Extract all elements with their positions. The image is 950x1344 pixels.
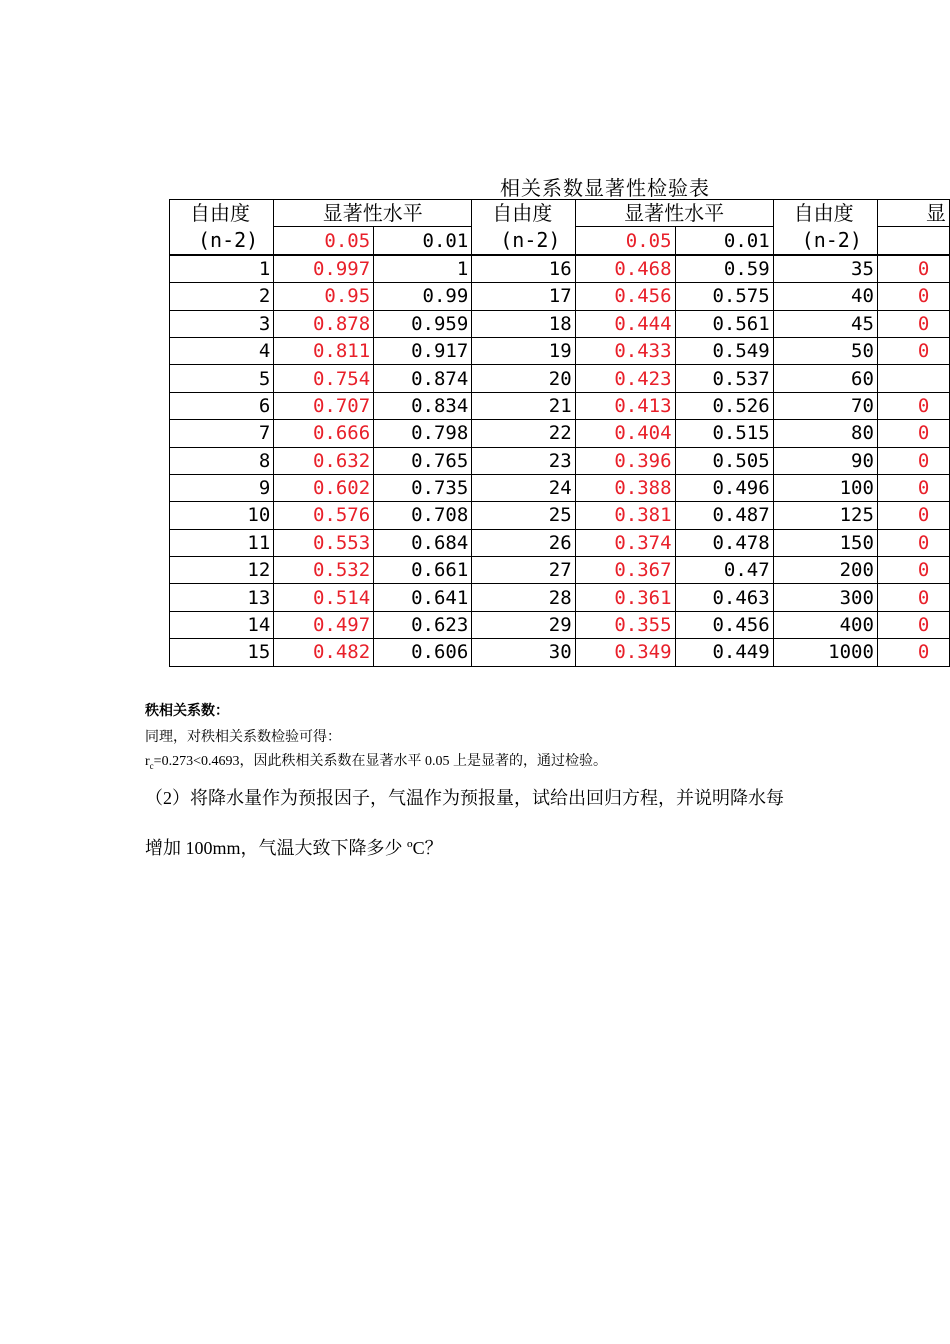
df-cell: 4 <box>170 337 274 364</box>
value-01-cell: 0.623 <box>374 611 472 638</box>
df-header: 自由度 <box>773 200 877 227</box>
value-05-cell: 0.367 <box>575 557 675 584</box>
df-cell: 28 <box>472 584 575 611</box>
table-row <box>170 611 950 638</box>
df-cell: 6 <box>170 392 274 419</box>
df-cell: 25 <box>472 502 575 529</box>
df-cell: 15 <box>170 639 274 666</box>
df-cell: 10 <box>170 502 274 529</box>
section-heading: 秩相关系数： <box>145 704 229 719</box>
value-01-cell: 0.515 <box>675 420 773 447</box>
df-cell: 40 <box>773 283 877 310</box>
df-cell: 23 <box>472 447 575 474</box>
value-05-cell: 0.361 <box>575 584 675 611</box>
sig-level-header: 显著性水平 <box>575 200 773 227</box>
df-cell: 50 <box>773 337 877 364</box>
sig-level-header-clipped: 显 <box>877 200 949 227</box>
value-01-cell: 0.505 <box>675 447 773 474</box>
df-cell: 1 <box>170 255 274 283</box>
df-cell: 100 <box>773 474 877 501</box>
value-01-cell: 1 <box>374 255 472 283</box>
value-01-cell: 0.487 <box>675 502 773 529</box>
level-01-header: 0.01 <box>675 227 773 255</box>
value-01-cell: 0.798 <box>374 420 472 447</box>
value-01-cell: 0.47 <box>675 557 773 584</box>
value-05-cell: 0 <box>877 557 949 584</box>
df-cell: 8 <box>170 447 274 474</box>
paragraph-line <box>145 750 607 771</box>
table-row <box>170 255 950 283</box>
df-cell: 17 <box>472 283 575 310</box>
df-cell: 21 <box>472 392 575 419</box>
value-01-cell: 0.99 <box>374 283 472 310</box>
table-row <box>170 365 950 392</box>
df-cell: 200 <box>773 557 877 584</box>
table-row <box>170 447 950 474</box>
value-01-cell: 0.834 <box>374 392 472 419</box>
value-05-cell: 0.396 <box>575 447 675 474</box>
value-05-cell: 0 <box>877 255 949 283</box>
level-01-header: 0.01 <box>374 227 472 255</box>
df-cell: 30 <box>472 639 575 666</box>
value-01-cell: 0.765 <box>374 447 472 474</box>
value-05-cell: 0.754 <box>274 365 374 392</box>
value-05-cell: 0.444 <box>575 310 675 337</box>
table-row <box>170 283 950 310</box>
df-cell: 60 <box>773 365 877 392</box>
value-05-cell: 0.632 <box>274 447 374 474</box>
df-cell: 5 <box>170 365 274 392</box>
value-05-cell: 0.878 <box>274 310 374 337</box>
table-row <box>170 529 950 556</box>
table-title: 相关系数显著性检验表 <box>500 176 710 200</box>
question-line: 增加 100mm，气温大致下降多少 ºC？ <box>145 838 443 858</box>
value-01-cell: 0.449 <box>675 639 773 666</box>
df-cell: 1000 <box>773 639 877 666</box>
value-01-cell: 0.874 <box>374 365 472 392</box>
value-01-cell: 0.684 <box>374 529 472 556</box>
r-symbol: r <box>145 754 150 769</box>
value-01-cell: 0.575 <box>675 283 773 310</box>
value-01-cell: 0.606 <box>374 639 472 666</box>
df-cell: 7 <box>170 420 274 447</box>
df-sub-header: (n-2) <box>472 227 575 255</box>
result-text: =0.273<0.4693，因此秩相关系数在显著水平 0.05 上是显著的，通过检验。 <box>153 754 607 769</box>
value-05-cell: 0 <box>877 310 949 337</box>
value-05-cell: 0.388 <box>575 474 675 501</box>
value-05-cell: 0.349 <box>575 639 675 666</box>
value-05-cell: 0.456 <box>575 283 675 310</box>
value-01-cell: 0.917 <box>374 337 472 364</box>
df-cell: 18 <box>472 310 575 337</box>
value-05-cell: 0.553 <box>274 529 374 556</box>
value-05-cell: 0 <box>877 337 949 364</box>
df-cell: 11 <box>170 529 274 556</box>
value-05-cell: 0 <box>877 639 949 666</box>
value-01-cell: 0.708 <box>374 502 472 529</box>
value-05-cell: 0.423 <box>575 365 675 392</box>
value-05-cell: 0.381 <box>575 502 675 529</box>
df-sub-header: (n-2) <box>773 227 877 255</box>
df-cell: 400 <box>773 611 877 638</box>
level-05-header: 0.05 <box>575 227 675 255</box>
df-cell: 24 <box>472 474 575 501</box>
table-row <box>170 310 950 337</box>
value-05-cell: 0.602 <box>274 474 374 501</box>
df-cell: 26 <box>472 529 575 556</box>
r-subscript: c <box>149 760 154 771</box>
significance-table <box>169 199 950 667</box>
df-cell: 125 <box>773 502 877 529</box>
value-05-cell: 0.532 <box>274 557 374 584</box>
value-01-cell: 0.537 <box>675 365 773 392</box>
value-01-cell: 0.456 <box>675 611 773 638</box>
value-05-cell: 0.482 <box>274 639 374 666</box>
value-05-cell: 0 <box>877 420 949 447</box>
df-header: 自由度 <box>472 200 575 227</box>
value-05-cell: 0 <box>877 529 949 556</box>
df-cell: 29 <box>472 611 575 638</box>
df-cell: 35 <box>773 255 877 283</box>
level-header-clipped <box>877 227 949 255</box>
df-cell: 20 <box>472 365 575 392</box>
df-cell: 90 <box>773 447 877 474</box>
table-row <box>170 639 950 666</box>
value-05-cell: 0 <box>877 502 949 529</box>
df-cell: 300 <box>773 584 877 611</box>
value-05-cell: 0.997 <box>274 255 374 283</box>
value-05-cell: 0.707 <box>274 392 374 419</box>
value-01-cell: 0.463 <box>675 584 773 611</box>
df-cell: 19 <box>472 337 575 364</box>
value-01-cell: 0.661 <box>374 557 472 584</box>
df-cell: 45 <box>773 310 877 337</box>
sig-level-header: 显著性水平 <box>274 200 472 227</box>
level-05-header: 0.05 <box>274 227 374 255</box>
value-01-cell: 0.478 <box>675 529 773 556</box>
value-01-cell: 0.59 <box>675 255 773 283</box>
value-05-cell: 0 <box>877 283 949 310</box>
df-cell: 12 <box>170 557 274 584</box>
table-row <box>170 557 950 584</box>
table-row <box>170 584 950 611</box>
df-cell: 27 <box>472 557 575 584</box>
value-01-cell: 0.641 <box>374 584 472 611</box>
value-05-cell: 0 <box>877 584 949 611</box>
df-cell: 22 <box>472 420 575 447</box>
value-01-cell: 0.526 <box>675 392 773 419</box>
header-row-1 <box>170 200 950 227</box>
paragraph-line: 同理，对秩相关系数检验可得： <box>145 730 341 745</box>
value-01-cell: 0.735 <box>374 474 472 501</box>
value-05-cell: 0.468 <box>575 255 675 283</box>
df-cell: 70 <box>773 392 877 419</box>
value-05-cell: 0.95 <box>274 283 374 310</box>
df-cell: 3 <box>170 310 274 337</box>
value-01-cell: 0.959 <box>374 310 472 337</box>
df-cell: 14 <box>170 611 274 638</box>
value-05-cell: 0.413 <box>575 392 675 419</box>
value-05-cell: 0 <box>877 611 949 638</box>
value-01-cell: 0.561 <box>675 310 773 337</box>
value-05-cell <box>877 365 949 392</box>
value-01-cell: 0.549 <box>675 337 773 364</box>
value-05-cell: 0 <box>877 392 949 419</box>
df-cell: 9 <box>170 474 274 501</box>
value-05-cell: 0.404 <box>575 420 675 447</box>
value-05-cell: 0.576 <box>274 502 374 529</box>
table-row <box>170 392 950 419</box>
value-05-cell: 0 <box>877 447 949 474</box>
df-header: 自由度 <box>170 200 274 227</box>
df-cell: 13 <box>170 584 274 611</box>
value-05-cell: 0.497 <box>274 611 374 638</box>
header-row-2 <box>170 227 950 255</box>
question-line: （2）将降水量作为预报因子，气温作为预报量，试给出回归方程，并说明降水每 <box>145 788 784 808</box>
df-sub-header: (n-2) <box>170 227 274 255</box>
table-row <box>170 474 950 501</box>
value-01-cell: 0.496 <box>675 474 773 501</box>
value-05-cell: 0.374 <box>575 529 675 556</box>
value-05-cell: 0.355 <box>575 611 675 638</box>
value-05-cell: 0.811 <box>274 337 374 364</box>
value-05-cell: 0 <box>877 474 949 501</box>
value-05-cell: 0.514 <box>274 584 374 611</box>
table-row <box>170 502 950 529</box>
value-05-cell: 0.433 <box>575 337 675 364</box>
df-cell: 16 <box>472 255 575 283</box>
df-cell: 2 <box>170 283 274 310</box>
df-cell: 150 <box>773 529 877 556</box>
value-05-cell: 0.666 <box>274 420 374 447</box>
table-row <box>170 420 950 447</box>
table-row <box>170 337 950 364</box>
df-cell: 80 <box>773 420 877 447</box>
